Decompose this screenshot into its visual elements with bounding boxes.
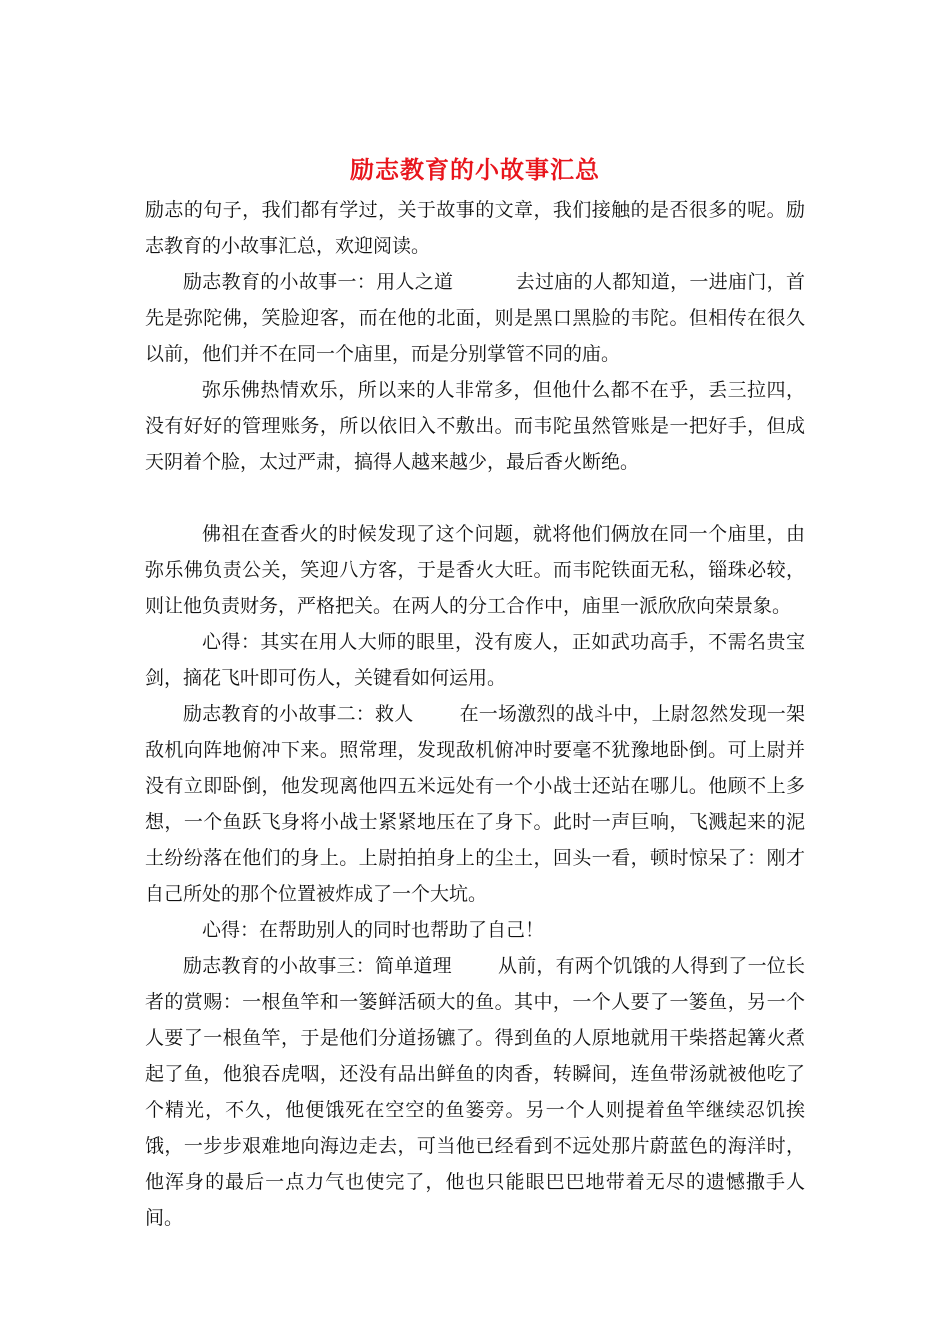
story1-paragraph-3: 佛祖在查香火的时候发现了这个问题，就将他们俩放在同一个庙里，由弥乐佛负责公关，笑迎八方客，于是香火大旺。而韦陀铁面无私，锱珠必较，则让他负责财务，严格把关。在两人的分工合作中，庙里一派欣欣向荣景象。 <box>145 523 805 617</box>
story1-insight: 心得：其实在用人大师的眼里，没有废人，正如武功高手，不需名贵宝剑，摘花飞叶即可伤人，关键看如何运用。 <box>145 631 805 689</box>
story2-heading: 励志教育的小故事二：救人 <box>183 703 414 725</box>
story3-text-1: 从前，有两个饥饿的人得到了一位长者的赏赐：一根鱼竿和一篓鲜活硕大的鱼。其中，一个人要了一篓鱼，另一个人要了一根鱼竿，于是他们分道扬镳了。得到鱼的人原地就用干柴搭起篝火煮起了鱼，他狼吞虎咽，还没有品出鲜鱼的肉香，转瞬间，连鱼带汤就被他吃了个精光，不久，他便饿死在空空的鱼篓旁。另一个人则提着鱼竿继续忍饥挨饿，一步步艰难地向海边走去，可当他已经看到不远处那片蔚蓝色的海洋时，他浑身的最后一点力气也使完了，他也只能眼巴巴地带着无尽的遗憾撒手人间。 <box>145 955 805 1229</box>
blank-line <box>145 480 805 516</box>
story2-text-1: 在一场激烈的战斗中，上尉忽然发现一架敌机向阵地俯冲下来。照常理，发现敌机俯冲时要毫不犹豫地卧倒。可上尉并没有立即卧倒，他发现离他四五米远处有一个小战士还站在哪儿。他顾不上多想，一个鱼跃飞身将小战士紧紧地压在了身下。此时一声巨响，飞溅起来的泥土纷纷落在他们的身上。上尉拍拍身上的尘土，回头一看，顿时惊呆了：刚才自己所处的那个位置被炸成了一个大坑。 <box>145 703 805 905</box>
story1-heading: 励志教育的小故事一：用人之道 <box>183 271 454 293</box>
story2-paragraph-1 <box>145 696 805 912</box>
story3-paragraph-1 <box>145 948 805 1236</box>
intro-paragraph: 励志的句子，我们都有学过，关于故事的文章，我们接触的是否很多的呢。励志教育的小故事汇总，欢迎阅读。 <box>145 199 805 257</box>
story1-text-1: 去过庙的人都知道，一进庙门，首先是弥陀佛，笑脸迎客，而在他的北面，则是黑口黑脸的韦陀。但相传在很久以前，他们并不在同一个庙里，而是分别掌管不同的庙。 <box>145 271 805 365</box>
story2-insight: 心得：在帮助别人的同时也帮助了自己！ <box>202 919 545 941</box>
document-title: 励志教育的小故事汇总 <box>350 155 600 184</box>
document-page <box>145 148 805 1236</box>
story1-paragraph-2: 弥乐佛热情欢乐，所以来的人非常多，但他什么都不在乎，丢三拉四，没有好好的管理账务，所以依旧入不敷出。而韦陀虽然管账是一把好手，但成天阴着个脸，太过严肃，搞得人越来越少，最后香火断绝。 <box>145 379 805 473</box>
story3-heading: 励志教育的小故事三：简单道理 <box>183 955 452 977</box>
story1-paragraph-1 <box>145 264 805 372</box>
